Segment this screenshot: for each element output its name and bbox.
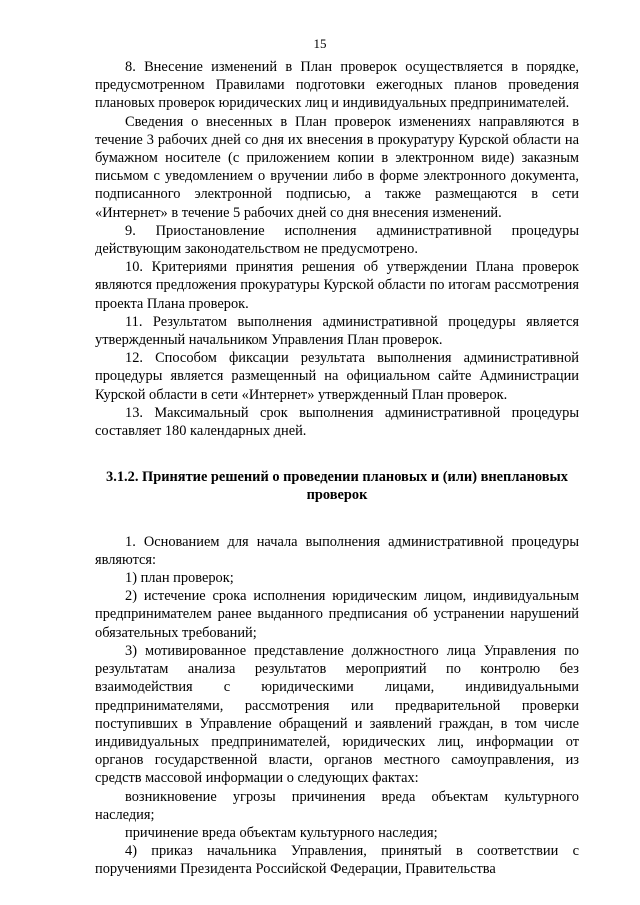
document-body [95, 58, 579, 879]
list-item-4: 4) приказ начальника Управления, принятый в соответствии с поручениями Президента Российской Федерации, Правительства [95, 843, 579, 878]
list-item-1: 1) план проверок; [125, 570, 234, 587]
fact-threat: возникновение угрозы причинения вреда объектам культурного наследия; [95, 788, 579, 823]
list-item-2: 2) истечение срока исполнения юридическим лицом, индивидуальным предпринимателем ранее выданного предписания об устранении нарушений обязательных требований; [95, 588, 579, 641]
paragraph-11: 11. Результатом выполнения административной процедуры является утвержденный начальником Управления План проверок. [95, 313, 579, 349]
paragraph-basis: 1. Основанием для начала выполнения административной процедуры являются: [95, 533, 579, 568]
list-item-3: 3) мотивированное представление должностного лица Управления по результатам анализа результатов мероприятий по контролю без взаимодействия с юридическими лицами, индивидуальными предпринимателями, рассмотрения или предварительной проверки поступивших в Управление обращений и заявлений граждан, в том числе индивидуальных предпринимателей, юридических лиц, информации от органов государственной власти, органов местного самоуправления, из средств массовой информации о следующих фактах: [95, 642, 579, 787]
section-heading: 3.1.2. Принятие решений о проведении плановых и (или) внеплановых проверок [106, 469, 568, 504]
fact-harm: причинение вреда объектам культурного наследия; [125, 824, 438, 841]
page-number: 15 [313, 36, 327, 51]
paragraph-8: 8. Внесение изменений в План проверок осуществляется в порядке, предусмотренном Правилами подготовки ежегодных планов проведения плановых проверок юридических лиц и индивидуальных предпринимателей. [95, 59, 579, 112]
paragraph-13: 13. Максимальный срок выполнения административной процедуры составляет 180 календарных дней. [95, 404, 579, 440]
paragraph-9: 9. Приостановление исполнения административной процедуры действующим законодательством не предусмотрено. [95, 222, 579, 258]
paragraph-changes-info: Сведения о внесенных в План проверок изменениях направляются в течение 3 рабочих дней со дня их внесения в прокуратуру Курской области на бумажном носителе (с приложением копии в электронном виде) заказным письмом с уведомлением о вручении либо в форме электронного документа, подписанного электронной подписью, а также размещаются в сети «Интернет» в течение 5 рабочих дней со дня внесения изменений. [95, 113, 579, 221]
paragraph-10: 10. Критериями принятия решения об утверждении Плана проверок являются предложения прокуратуры Курской области по итогам рассмотрения проекта Плана проверок. [95, 259, 579, 312]
paragraph-12: 12. Способом фиксации результата выполнения административной процедуры является размещенный на официальном сайте Администрации Курской области в сети «Интернет» утвержденный План проверок. [95, 350, 579, 403]
